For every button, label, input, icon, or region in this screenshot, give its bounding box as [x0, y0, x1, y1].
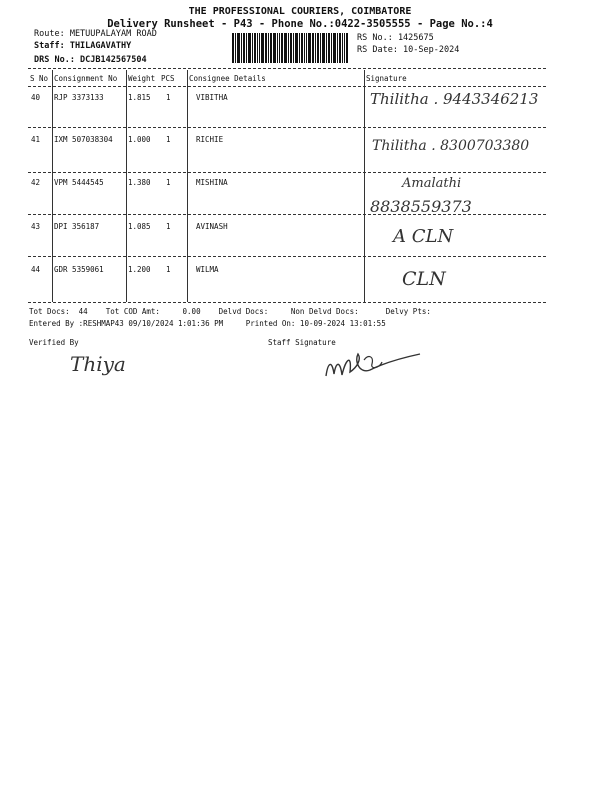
- row-signature: Thilitha . 9443346213: [370, 90, 539, 108]
- route-label: Route: METUUPALAYAM ROAD: [34, 29, 157, 39]
- row-consignee: WILMA: [196, 265, 219, 274]
- row-sno: 40: [31, 93, 41, 102]
- row-pcs: 1: [166, 93, 171, 102]
- row-weight: 1.200: [128, 265, 151, 274]
- barcode: [232, 33, 348, 63]
- row-signature: Thilitha . 8300703380: [372, 138, 530, 154]
- column-divider: [52, 70, 53, 302]
- row-consignee: AVINASH: [196, 222, 228, 231]
- col-header-weight: Weight: [128, 74, 156, 83]
- row-weight: 1.000: [128, 135, 151, 144]
- row-pcs: 1: [166, 178, 171, 187]
- header-rule: [28, 86, 546, 87]
- verified-by-label: Verified By: [29, 338, 79, 347]
- rs-number: RS No.: 1425675: [357, 33, 434, 43]
- col-header-signature: Signature: [366, 74, 407, 83]
- row-sno: 43: [31, 222, 41, 231]
- column-divider: [364, 70, 365, 302]
- row-sno: 44: [31, 265, 41, 274]
- runsheet-title: Delivery Runsheet - P43 - Phone No.:0422-3505555 - Page No.:4: [107, 18, 493, 30]
- staff-signature-label: Staff Signature: [268, 338, 336, 347]
- row-weight: 1.815: [128, 93, 151, 102]
- rs-date: RS Date: 10-Sep-2024: [357, 45, 460, 55]
- row-weight: 1.380: [128, 178, 151, 187]
- column-divider: [187, 70, 188, 302]
- row-rule: [28, 172, 546, 173]
- table-top-rule: [28, 68, 546, 69]
- row-consignee: MISHINA: [196, 178, 228, 187]
- staff-label: Staff: THILAGAVATHY: [34, 41, 132, 51]
- verified-signature: Thiya: [70, 352, 126, 376]
- row-consignment: RJP 3373133: [54, 93, 104, 102]
- row-pcs: 1: [166, 265, 171, 274]
- entered-line: Entered By :RESHMAP43 09/10/2024 1:01:36 PM Printed On: 10-09-2024 13:01:55: [29, 319, 386, 328]
- row-pcs: 1: [166, 222, 171, 231]
- column-divider: [126, 70, 127, 302]
- col-header-pcs: PCS: [161, 74, 175, 83]
- row-weight: 1.085: [128, 222, 151, 231]
- totals-line: Tot Docs: 44 Tot COD Amt: 0.00 Delvd Docs: Non Delvd Docs: Delvy Pts:: [29, 307, 431, 316]
- row-consignment: GDR 5359061: [54, 265, 104, 274]
- row-sno: 42: [31, 178, 41, 187]
- company-title: THE PROFESSIONAL COURIERS, COIMBATORE: [188, 6, 412, 17]
- row-rule: [28, 127, 546, 128]
- row-signature: CLN: [402, 268, 446, 290]
- staff-signature-scribble: [322, 348, 422, 382]
- col-header-consignment: Consignment No: [54, 74, 118, 83]
- row-rule: [28, 256, 546, 257]
- row-sno: 41: [31, 135, 41, 144]
- row-consignment: DPI 356187: [54, 222, 100, 231]
- col-header-consignee: Consignee Details: [189, 74, 266, 83]
- row-signature-phone: 8838559373: [370, 197, 472, 216]
- col-header-sno: S No: [30, 74, 49, 83]
- row-signature: Amalathi: [402, 176, 462, 191]
- row-signature: A CLN: [393, 226, 454, 247]
- row-consignee: VIBITHA: [196, 93, 228, 102]
- table-bottom-rule: [28, 302, 546, 303]
- drs-number: DRS No.: DCJB142567504: [34, 55, 147, 65]
- row-pcs: 1: [166, 135, 171, 144]
- row-consignment: VPM 5444545: [54, 178, 104, 187]
- row-consignment: IXM 507038304: [54, 135, 113, 144]
- row-consignee: RICHIE: [196, 135, 224, 144]
